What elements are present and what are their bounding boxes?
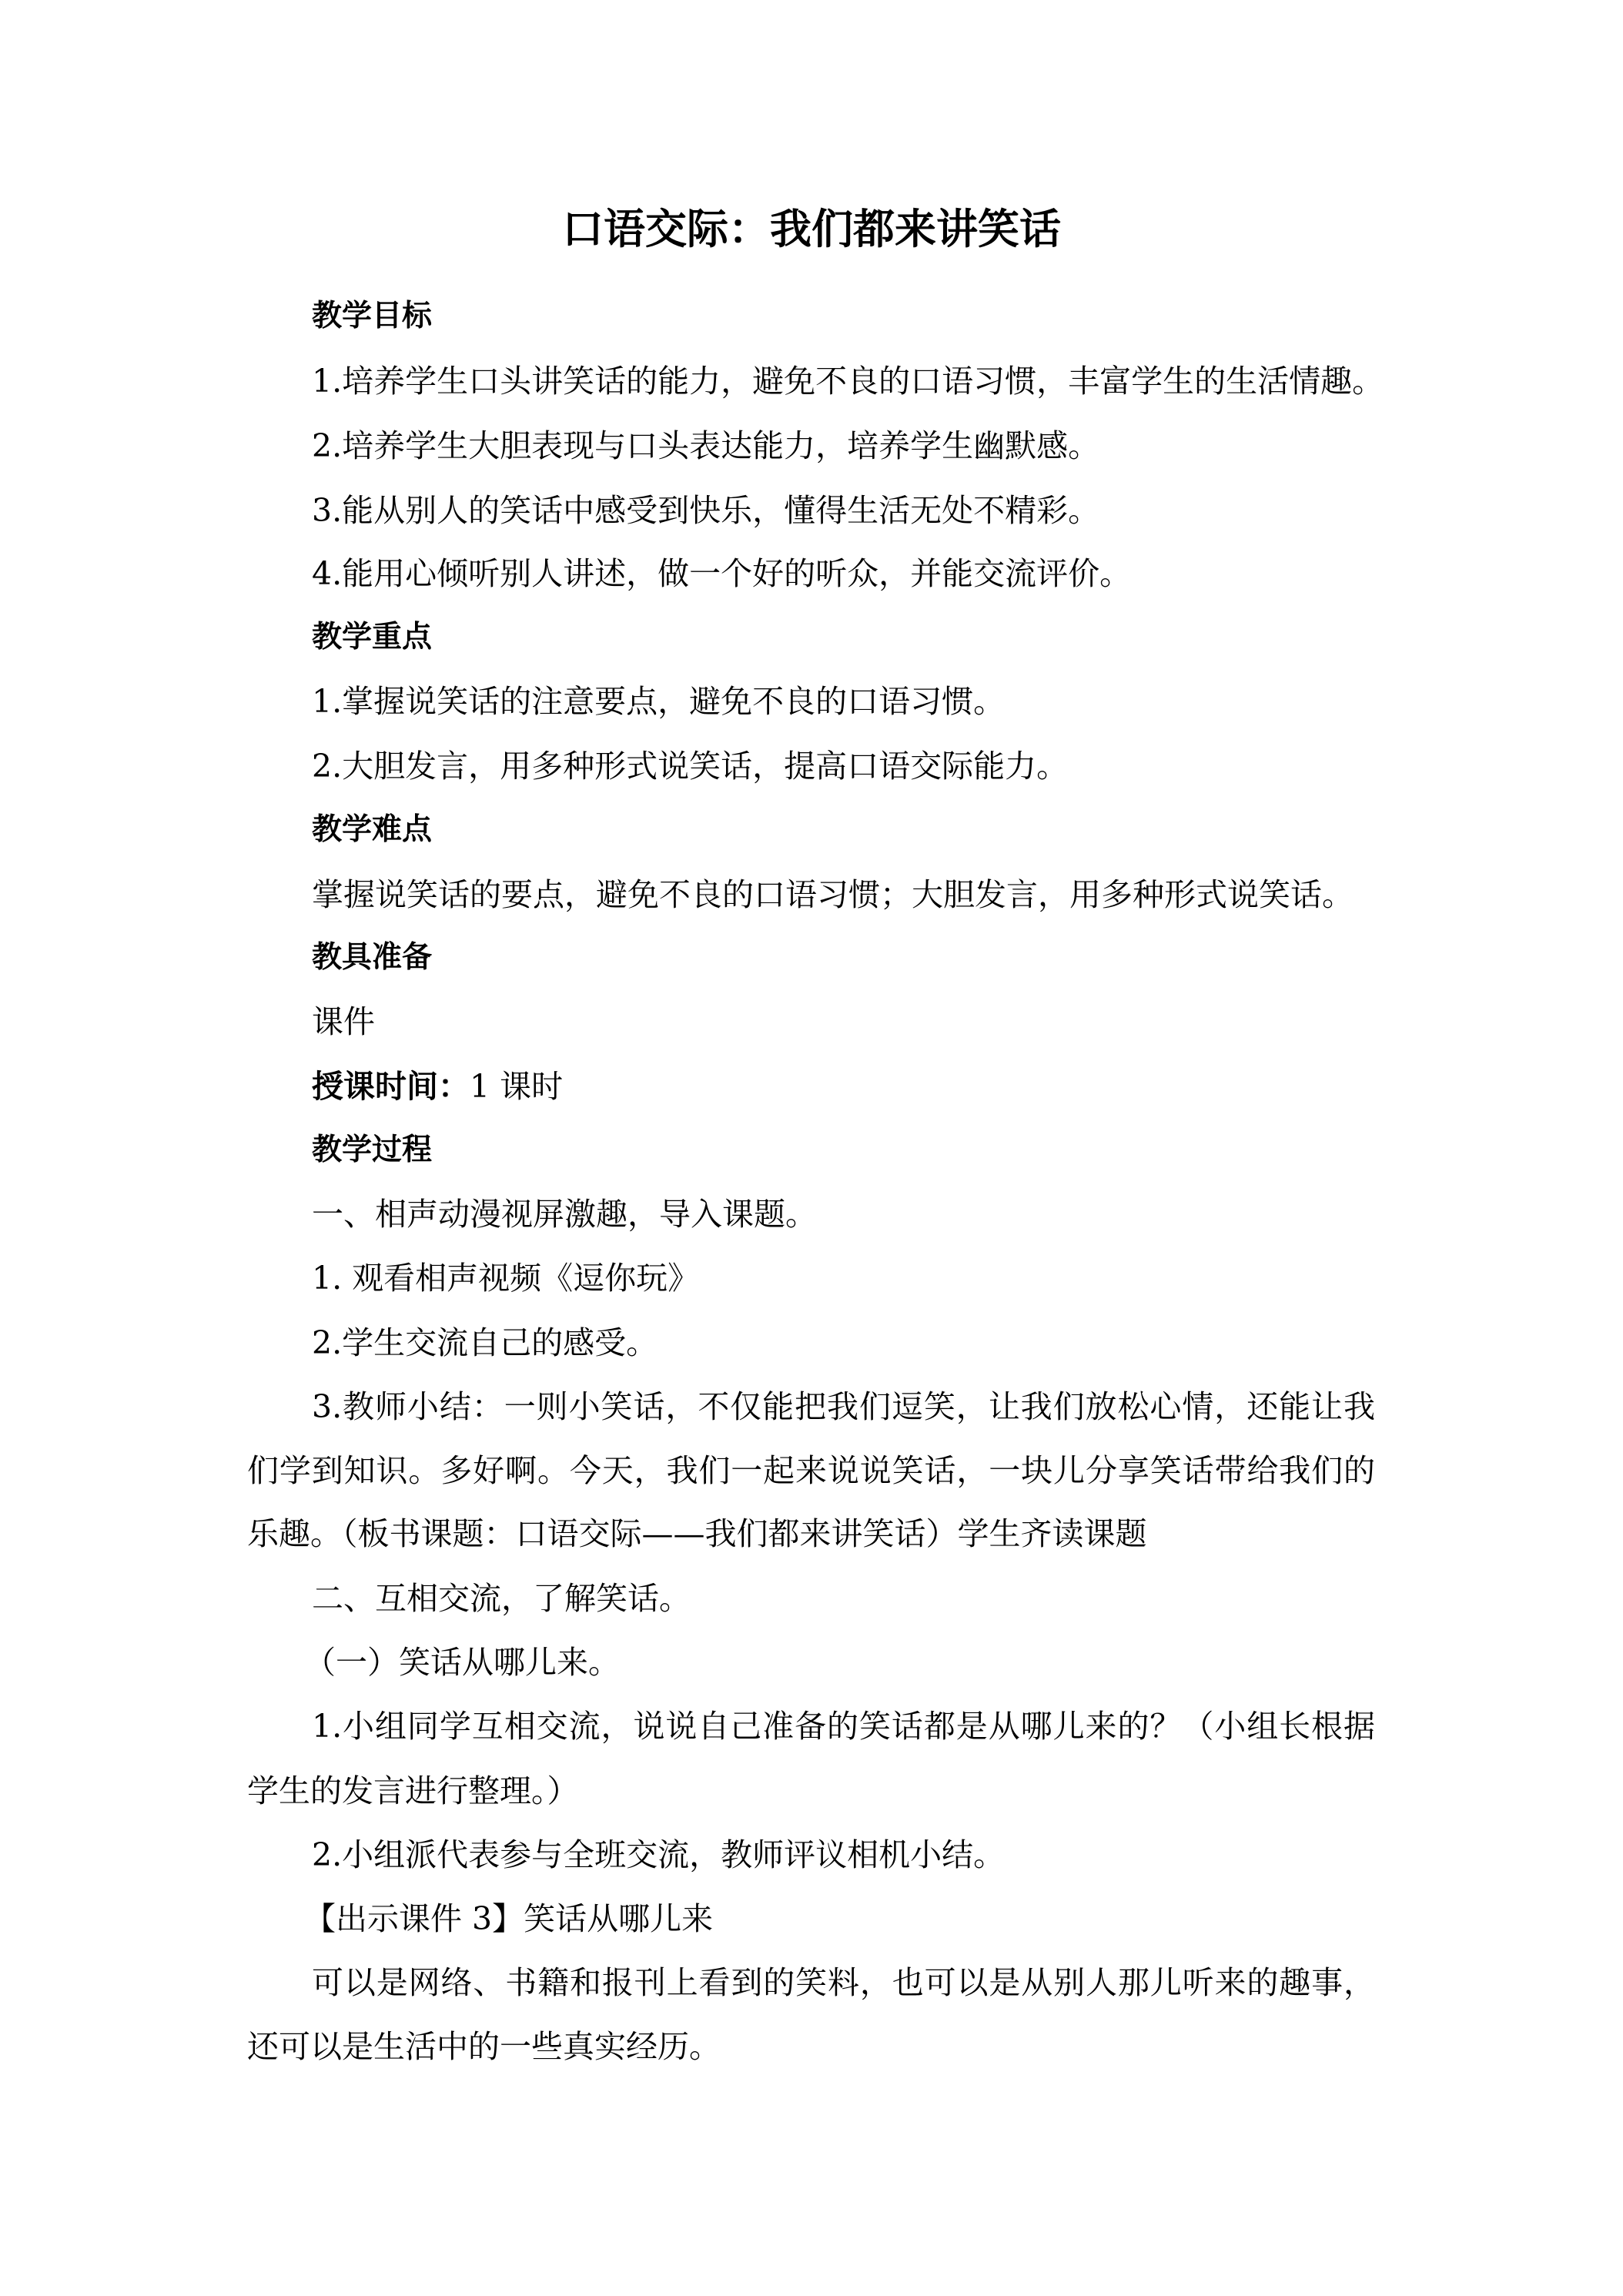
goal-4: 4.能用心倾听别人讲述，做一个好的听众，并能交流评价。 bbox=[312, 555, 1132, 592]
section-2-item-2: 2.小组派代表参与全班交流，教师评议相机小结。 bbox=[312, 1836, 1006, 1873]
goal-3: 3.能从别人的笑话中感受到快乐，懂得生活无处不精彩。 bbox=[312, 492, 1100, 529]
section-2-item-1-line-2: 学生的发言进行整理。） bbox=[247, 1772, 579, 1809]
time-value: 1 课时 bbox=[470, 1068, 564, 1105]
section-1-item-3-line-2: 们学到知识。多好啊。今天，我们一起来说说笑话，一块儿分享笑话带给我们的 bbox=[247, 1452, 1375, 1489]
section-2-answer-line-2: 还可以是生活中的一些真实经历。 bbox=[247, 2028, 721, 2065]
time-label: 授课时间： bbox=[312, 1068, 470, 1105]
goal-2: 2.培养学生大胆表现与口头表达能力，培养学生幽默感。 bbox=[312, 427, 1100, 464]
time-line bbox=[312, 1063, 563, 1110]
difficult-heading: 教学难点 bbox=[312, 812, 433, 847]
difficult-text: 掌握说笑话的要点，避免不良的口语习惯；大胆发言，用多种形式说笑话。 bbox=[312, 876, 1354, 913]
prep-text: 课件 bbox=[312, 1003, 375, 1040]
key-heading: 教学重点 bbox=[312, 620, 433, 654]
section-2-sub-heading: （一）笑话从哪儿来。 bbox=[304, 1644, 620, 1681]
section-1-heading: 一、相声动漫视屏激趣，导入课题。 bbox=[312, 1196, 817, 1233]
goal-1: 1.培养学生口头讲笑话的能力，避免不良的口语习惯，丰富学生的生活情趣。 bbox=[312, 363, 1384, 400]
goals-heading: 教学目标 bbox=[312, 299, 433, 333]
section-2-heading: 二、互相交流，了解笑话。 bbox=[312, 1580, 691, 1617]
section-1-item-3-line-1: 3.教师小结：一则小笑话，不仅能把我们逗笑，让我们放松心情，还能让我 bbox=[312, 1388, 1375, 1425]
key-point-2: 2.大胆发言，用多种形式说笑话，提高口语交际能力。 bbox=[312, 748, 1069, 785]
process-heading: 教学过程 bbox=[312, 1133, 433, 1167]
section-1-item-2: 2.学生交流自己的感受。 bbox=[312, 1324, 658, 1361]
page-title: 口语交际：我们都来讲笑话 bbox=[562, 204, 1061, 253]
section-1-item-1: 1. 观看相声视频《逗你玩》 bbox=[312, 1260, 700, 1297]
section-1-item-3-line-3: 乐趣。（板书课题：口语交际——我们都来讲笑话）学生齐读课题 bbox=[247, 1515, 1147, 1552]
section-2-item-1-line-1: 1.小组同学互相交流，说说自己准备的笑话都是从哪儿来的？（小组长根据 bbox=[312, 1708, 1375, 1745]
section-2-answer-line-1: 可以是网络、书籍和报刊上看到的笑料，也可以是从别人那儿听来的趣事， bbox=[312, 1964, 1375, 2001]
key-point-1: 1.掌握说笑话的注意要点，避免不良的口语习惯。 bbox=[312, 683, 1006, 720]
section-2-slide: 【出示课件 3】笑话从哪儿来 bbox=[304, 1900, 714, 1937]
prep-heading: 教具准备 bbox=[312, 940, 433, 975]
